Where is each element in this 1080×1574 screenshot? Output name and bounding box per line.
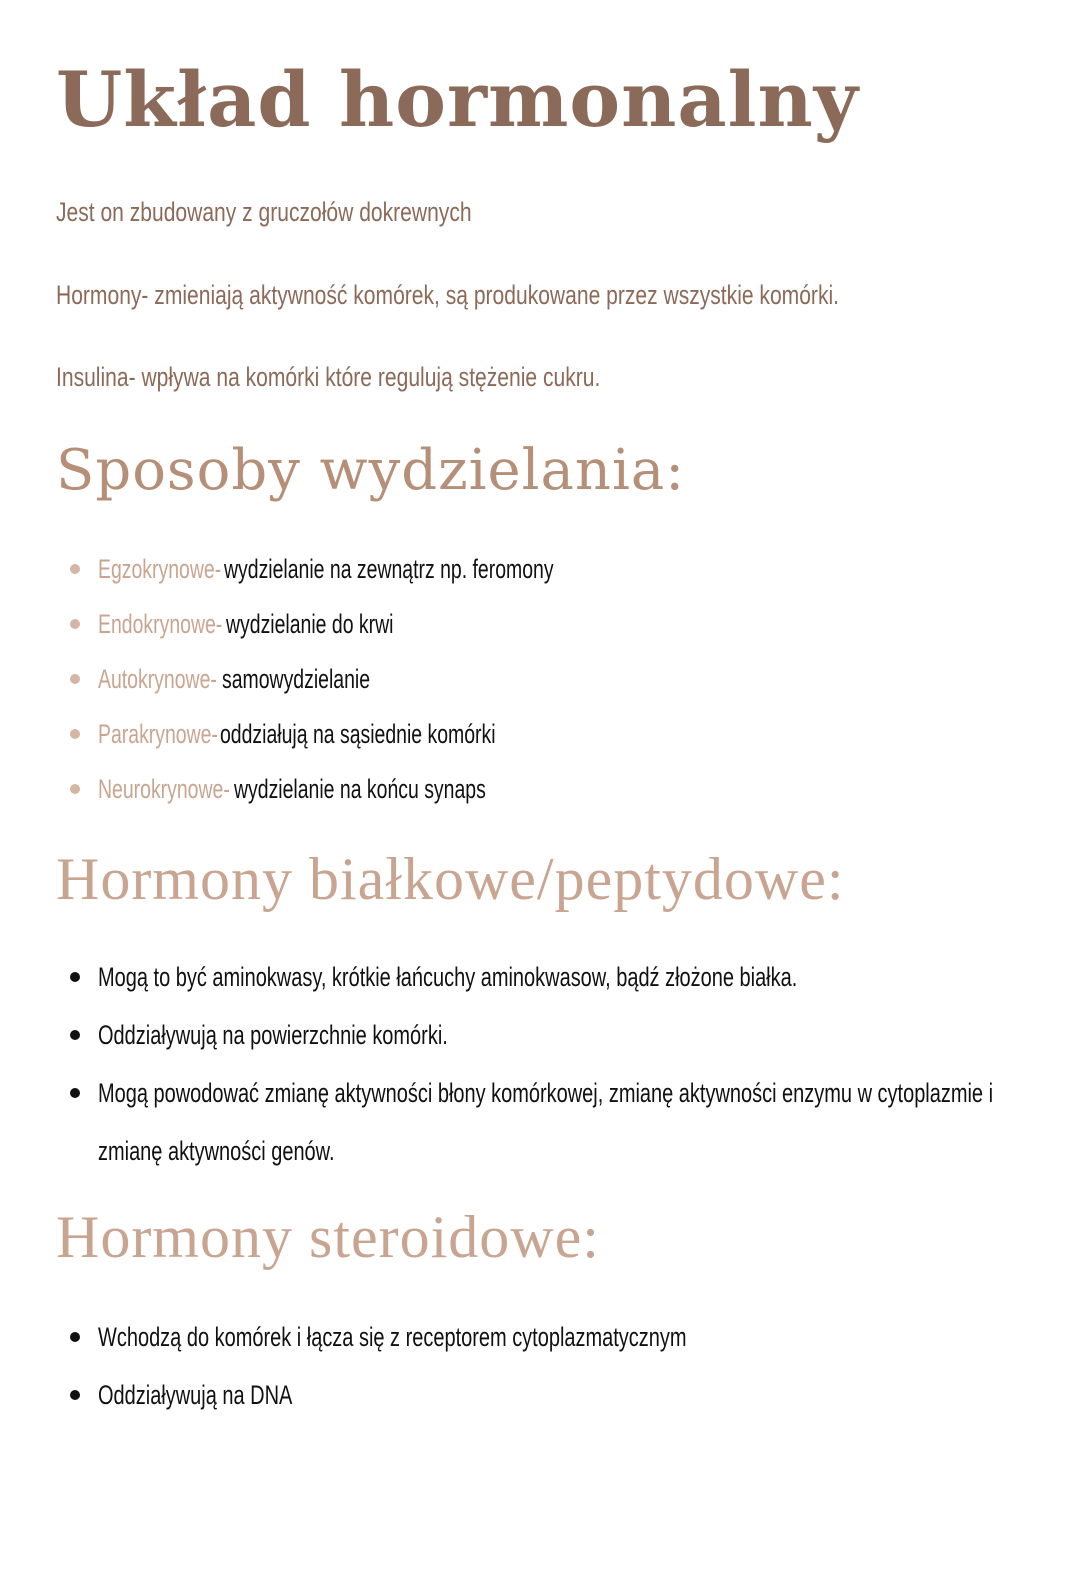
term-label: Autokrynowe- (98, 664, 217, 694)
list-item (70, 1064, 1080, 1122)
bullet-icon (70, 729, 80, 739)
bullet-icon (70, 674, 80, 684)
page-title: Układ hormonalny (56, 55, 859, 144)
bullet-icon (70, 619, 80, 629)
list-item-text: Mogą powodować zmianę aktywności błony komórkowej, zmianę aktywności enzymu w cytoplazmie i (98, 1078, 994, 1108)
term-label: Neurokrynowe- (98, 774, 230, 804)
term-description: oddziałują na sąsiednie komórki (220, 719, 496, 749)
intro-line: Insulina- wpływa na komórki które regulują stężenie cukru. (56, 362, 601, 392)
list-item-text: Oddziaływują na powierzchnie komórki. (98, 1020, 448, 1050)
term-description: wydzielanie do krwi (226, 609, 394, 639)
list-item (70, 1366, 893, 1424)
list-item (70, 603, 394, 658)
list-item (70, 1006, 1080, 1064)
peptide-list (70, 948, 1080, 1180)
list-item-text: Oddziaływują na DNA (98, 1380, 293, 1410)
term-description: samowydzielanie (222, 664, 371, 694)
list-item (70, 658, 371, 713)
bullet-icon (70, 1332, 80, 1342)
term-label: Egzokrynowe- (98, 554, 222, 584)
list-item-text: Wchodzą do komórek i łącza się z receptorem cytoplazmatycznym (98, 1322, 687, 1352)
section-heading-ways: Sposoby wydzielania: (56, 438, 686, 503)
list-item-text: Mogą to być aminokwasy, krótkie łańcuchy aminokwasow, bądź złożone białka. (98, 962, 798, 992)
list-item-continuation (70, 1122, 1080, 1180)
list-item (70, 713, 496, 768)
list-item (70, 1308, 893, 1366)
section-heading-steroid: Hormony steroidowe: (56, 1204, 600, 1270)
term-description: wydzielanie na końcu synaps (234, 774, 486, 804)
ways-list (70, 548, 554, 823)
term-label: Parakrynowe- (98, 719, 218, 749)
intro-line: Jest on zbudowany z gruczołów dokrewnych (56, 197, 472, 227)
list-item (70, 548, 554, 603)
bullet-icon (70, 1030, 80, 1040)
list-item (70, 768, 486, 823)
bullet-icon (70, 564, 80, 574)
steroid-list (70, 1308, 893, 1424)
term-label: Endokrynowe- (98, 609, 223, 639)
bullet-icon (70, 1088, 80, 1098)
term-description: wydzielanie na zewnątrz np. feromony (224, 554, 554, 584)
list-item-text: zmianę aktywności genów. (98, 1136, 335, 1166)
intro-line: Hormony- zmieniają aktywność komórek, są produkowane przez wszystkie komórki. (56, 280, 840, 310)
bullet-icon (70, 972, 80, 982)
section-heading-peptide: Hormony białkowe/peptydowe: (56, 846, 845, 912)
bullet-icon (70, 784, 80, 794)
bullet-icon (70, 1390, 80, 1400)
list-item (70, 948, 1080, 1006)
